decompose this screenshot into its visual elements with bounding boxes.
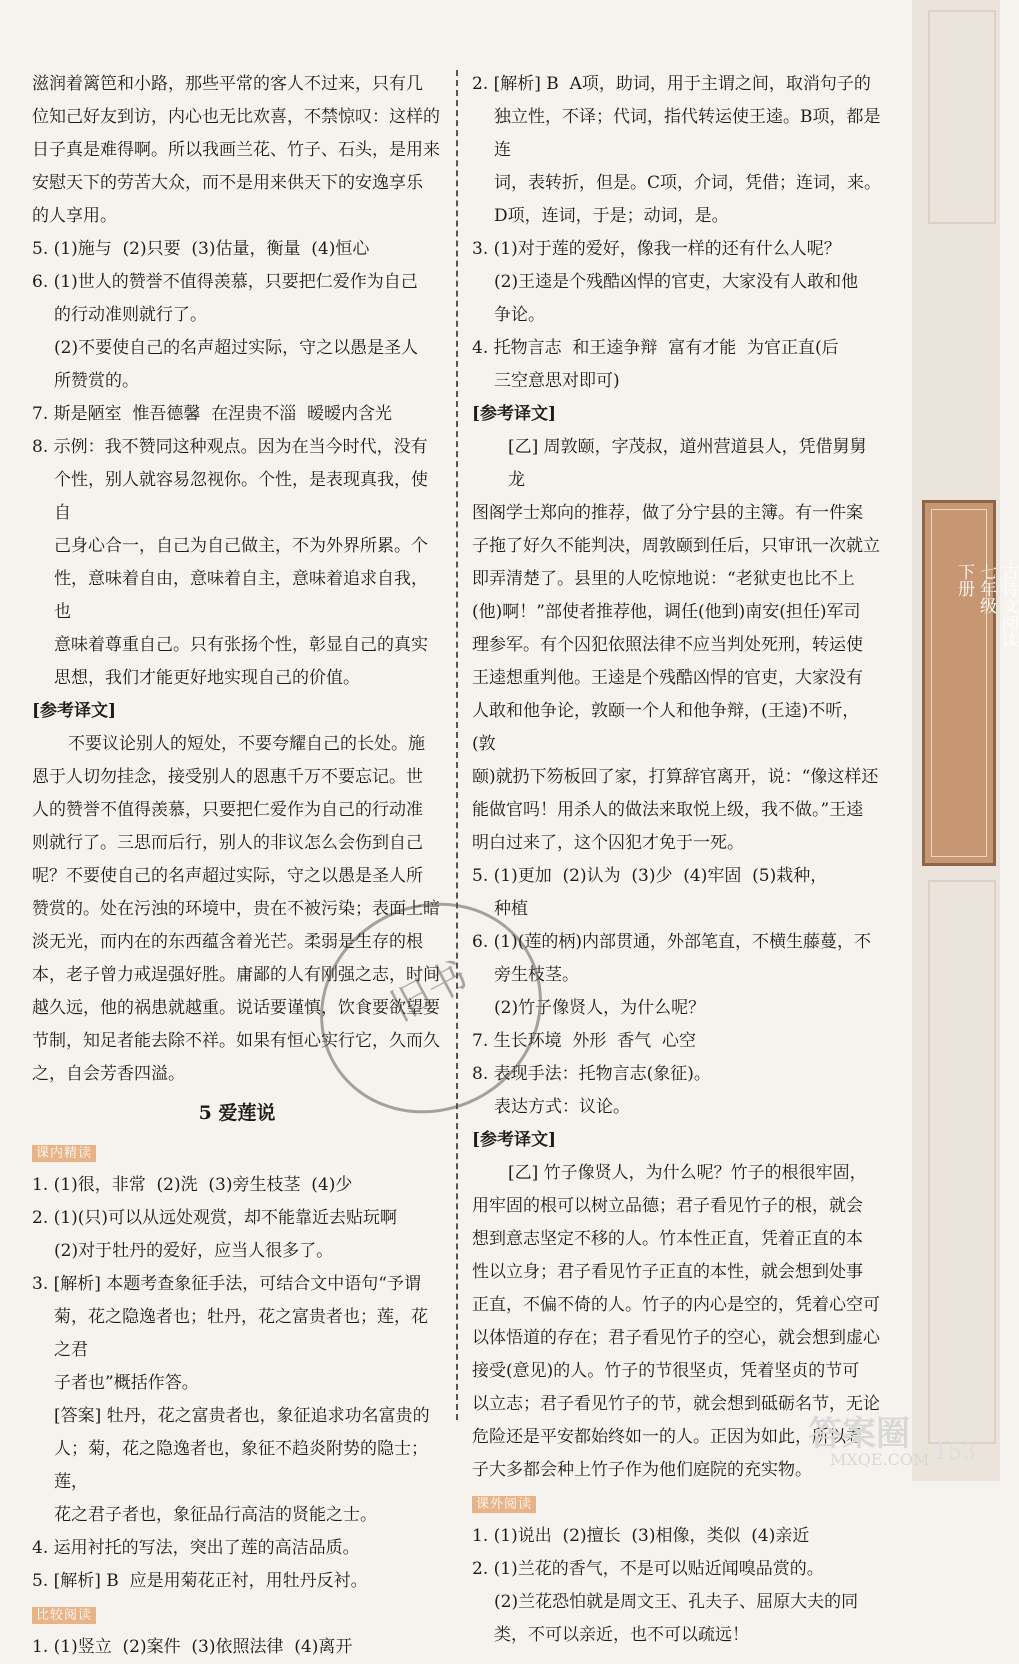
answer-line: 人；菊，花之隐逸者也，象征不趋炎附势的隐士；莲， <box>54 1439 428 1492</box>
answer-line: 的行动准则就行了。 <box>54 305 207 325</box>
translation-line: 以体悟道的存在；君子看见竹子的空心，就会想到虚心 <box>472 1328 880 1348</box>
answer-line: 子者也”概括作答。 <box>54 1373 199 1393</box>
translation-line: 想到意志坚定不移的人。竹本性正直，凭着正直的本 <box>472 1229 863 1249</box>
translation-line: 理参军。有个囚犯依照法律不应当判处死刑，转运使 <box>472 635 863 655</box>
text-line: 日子真是难得啊。所以我画兰花、竹子、石头，是用来 <box>32 140 440 160</box>
answer-line: (2)竹子像贤人，为什么呢？ <box>494 998 706 1018</box>
answer-line: [答案] 牡丹，花之富贵者也，象征追求功名富贵的 <box>54 1406 430 1426</box>
answer-line: 5. [解析] B 应是用菊花正衬，用牡丹反衬。 <box>32 1571 368 1591</box>
watermark: 答案圈 <box>808 1414 910 1454</box>
translation-line: 接受(意见)的人。竹子的节很坚贞，凭着坚贞的节可 <box>472 1361 860 1381</box>
answer-line: 2. (1)(只)可以从远处观赏，却不能靠近去贴玩啊 <box>32 1208 397 1228</box>
answer-line: 独立性，不译；代词，指代转运使王逵。B项，都是连 <box>494 107 881 160</box>
text-line: 安慰天下的劳苦大众，而不是用来供天下的安逸享乐 <box>32 173 423 193</box>
answer-line: 1. (1)竖立 (2)案件 (3)依照法律 (4)离开 <box>32 1637 353 1657</box>
translation-line: 越久远，他的祸患就越重。说话要谨慎，饮食要欲望要 <box>32 998 440 1018</box>
answer-line: 菊，花之隐逸者也；牡丹，花之富贵者也；莲，花之君 <box>54 1307 428 1360</box>
translation-line: 以立志；君子看见竹子的节，就会想到砥砺名节，无论 <box>472 1394 880 1414</box>
answer-line: 花之君子者也，象征品行高洁的贤能之士。 <box>54 1505 377 1525</box>
answer-line: 6. (1)(莲的柄)内部贯通，外部笔直，不横生藤蔓，不 <box>472 932 871 952</box>
translation-line: 图阁学士郑向的推荐，做了分宁县的主簿。有一件案 <box>472 503 863 523</box>
translation-line: 人的赞誉不值得羡慕，只要把仁爱作为自己的行动准 <box>32 800 423 820</box>
translation-line: 赞赏的。处在污浊的环境中，贵在不被污染；表面上暗 <box>32 899 440 919</box>
answer-line: 表达方式：议论。 <box>494 1097 630 1117</box>
answer-line: (2)对于牡丹的爱好，应当人很多了。 <box>54 1241 334 1261</box>
answer-line: 词，表转折，但是。C项，介词，凭借；连词，来。 <box>494 173 882 193</box>
answer-line: 己身心合一，自己为自己做主，不为外界所累。个 <box>54 536 428 556</box>
translation-line: 性以立身；君子看见竹子正直的本性，就会想到处事 <box>472 1262 863 1282</box>
translation-line: 正直，不偏不倚的人。竹子的内心是空的，凭着心空可 <box>472 1295 880 1315</box>
tab-subject: 古诗文阅读 <box>998 563 1018 648</box>
translation-line: 不要议论别人的短处，不要夸耀自己的长处。施 <box>68 734 425 754</box>
reference-translation-title: [参考译文] <box>32 701 117 721</box>
answer-line: 8. 示例：我不赞同这种观点。因为在当今时代，没有 <box>32 437 428 457</box>
translation-line: 子拖了好久不能判决，周敦颐到任后，只审讯一次就立 <box>472 536 880 556</box>
section-tab <box>922 500 1018 866</box>
answer-line: 性，意味着自由，意味着自主，意味着追求自我，也 <box>54 569 428 622</box>
reference-translation-title: [参考译文] <box>472 1130 557 1150</box>
answer-line: 3. (1)对于莲的爱好，像我一样的还有什么人呢？ <box>472 239 841 259</box>
translation-line: 用牢固的根可以树立品德；君子看见竹子的根，就会 <box>472 1196 863 1216</box>
watermark-url: MXQE.COM <box>830 1450 930 1469</box>
text-line: 滋润着篱笆和小路，那些平常的客人不过来，只有几 <box>32 74 423 94</box>
decorative-pattern-top <box>928 10 996 224</box>
answer-line: 所赞赏的。 <box>54 371 139 391</box>
answer-line: 争论。 <box>494 305 545 325</box>
text-line: 的人享用。 <box>32 206 117 226</box>
translation-line: [乙] 周敦颐，字茂叔，道州营道县人，凭借舅舅龙 <box>508 437 867 490</box>
translation-line: 明白过来了，这个囚犯才免于一死。 <box>472 833 744 853</box>
answer-line: 思想，我们才能更好地实现自己的价值。 <box>54 668 360 688</box>
answer-line: 8. 表现手法：托物言志(象征)。 <box>472 1064 711 1084</box>
tab-grade: 七年级 <box>976 563 996 614</box>
translation-line: [乙] 竹子像贤人，为什么呢？竹子的根很牢固， <box>508 1163 867 1183</box>
answer-line: (2)兰花恐怕就是周文王、孔夫子、屈原大夫的同 <box>494 1592 859 1612</box>
answer-line: 6. (1)世人的赞誉不值得羡慕，只要把仁爱作为自己 <box>32 272 418 292</box>
translation-line: 本，老子曾力戒逞强好胜。庸鄙的人有刚强之志，时间 <box>32 965 440 985</box>
section-tag: 课内精读 <box>32 1145 96 1162</box>
answer-line: 5. (1)施与 (2)只要 (3)估量，衡量 (4)恒心 <box>32 239 370 259</box>
left-column <box>32 68 442 1664</box>
answer-line: 3. [解析] 本题考查象征手法，可结合文中语句“予谓 <box>32 1274 421 1294</box>
translation-line: 呢？不要使自己的名声超过实际，守之以愚是圣人所 <box>32 866 423 886</box>
answer-line: 种植 <box>494 899 528 919</box>
reference-translation-title: [参考译文] <box>472 404 557 424</box>
stamp-text: 旧书 <box>383 952 476 1031</box>
translation-line: 则就行了。三思而后行，别人的非议怎么会伤到自己 <box>32 833 423 853</box>
translation-line: (他)啊！”部使者推荐他，调任(他到)南安(担任)军司 <box>472 602 861 622</box>
answer-line: 个性，别人就容易忽视你。个性，是表现真我，使自 <box>54 470 428 523</box>
page-number: 153 <box>934 1440 976 1465</box>
translation-line: 子大多都会种上竹子作为他们庭院的充实物。 <box>472 1460 812 1480</box>
translation-line: 人敢和他争论，敦颐一个人和他争辩，(王逵)不听，(敦 <box>472 701 860 754</box>
answer-line: 7. 生长环境 外形 香气 心空 <box>472 1031 697 1051</box>
answer-line: 2. [解析] B A项，助词，用于主谓之间，取消句子的 <box>472 74 871 94</box>
answer-line: D项，连词，于是；动词，是。 <box>494 206 729 226</box>
translation-line: 即弄清楚了。县里的人吃惊地说：“老狱吏也比不上 <box>472 569 855 589</box>
answer-line: 三空意思对即可) <box>494 371 620 391</box>
translation-line: 王逵想重判他。王逵是个残酷凶悍的官吏，大家没有 <box>472 668 863 688</box>
answer-line: 类，不可以亲近，也不可以疏远！ <box>494 1625 749 1645</box>
answer-line: 2. (1)兰花的香气，不是可以贴近闻嗅品赏的。 <box>472 1559 824 1579</box>
answer-line: 1. (1)说出 (2)擅长 (3)相像，类似 (4)亲近 <box>472 1526 810 1546</box>
tab-volume: 下册 <box>954 563 974 597</box>
answer-line: 7. 斯是陋室 惟吾德馨 在涅贵不淄 暧暧内含光 <box>32 404 393 424</box>
text-line: 位知己好友到访，内心也无比欢喜，不禁惊叹：这样的 <box>32 107 440 127</box>
answer-line: (2)王逵是个残酷凶悍的官吏，大家没有人敢和他 <box>494 272 859 292</box>
answer-line: 4. 托物言志 和王逵争辩 富有才能 为官正直(后 <box>472 338 839 358</box>
answer-line: 意味着尊重自己。只有张扬个性，彰显自己的真实 <box>54 635 428 655</box>
translation-line: 节制，知足者能去除不祥。如果有恒心实行它，久而久 <box>32 1031 440 1051</box>
translation-line: 能做官吗！用杀人的做法来取悦上级，我不做。”王逵 <box>472 800 864 820</box>
section-tag: 比较阅读 <box>32 1607 96 1624</box>
answer-line: 旁生枝茎。 <box>494 965 579 985</box>
answer-line: (2)不要使自己的名声超过实际，守之以愚是圣人 <box>54 338 419 358</box>
translation-line: 之，自会芳香四溢。 <box>32 1064 185 1084</box>
answer-line: 1. (1)很，非常 (2)洗 (3)旁生枝茎 (4)少 <box>32 1175 353 1195</box>
answer-line: 5. (1)更加 (2)认为 (3)少 (4)牢固 (5)栽种， <box>472 866 828 886</box>
answer-line: 4. 运用衬托的写法，突出了莲的高洁品质。 <box>32 1538 360 1558</box>
section-tag: 课外阅读 <box>472 1496 536 1513</box>
decorative-pattern-bottom <box>928 880 996 1444</box>
translation-line: 恩于人切勿挂念，接受别人的恩惠千万不要忘记。世 <box>32 767 423 787</box>
translation-line: 淡无光，而内在的东西蕴含着光芒。柔弱是生存的根 <box>32 932 423 952</box>
column-divider <box>456 70 458 1420</box>
translation-line: 颐)就扔下笏板回了家，打算辞官离开，说：“像这样还 <box>472 767 879 787</box>
translation-line: 危险还是平安都始终如一的人。正因为如此，所以君 <box>472 1427 863 1447</box>
section-title: 5 爱莲说 <box>198 1102 276 1124</box>
